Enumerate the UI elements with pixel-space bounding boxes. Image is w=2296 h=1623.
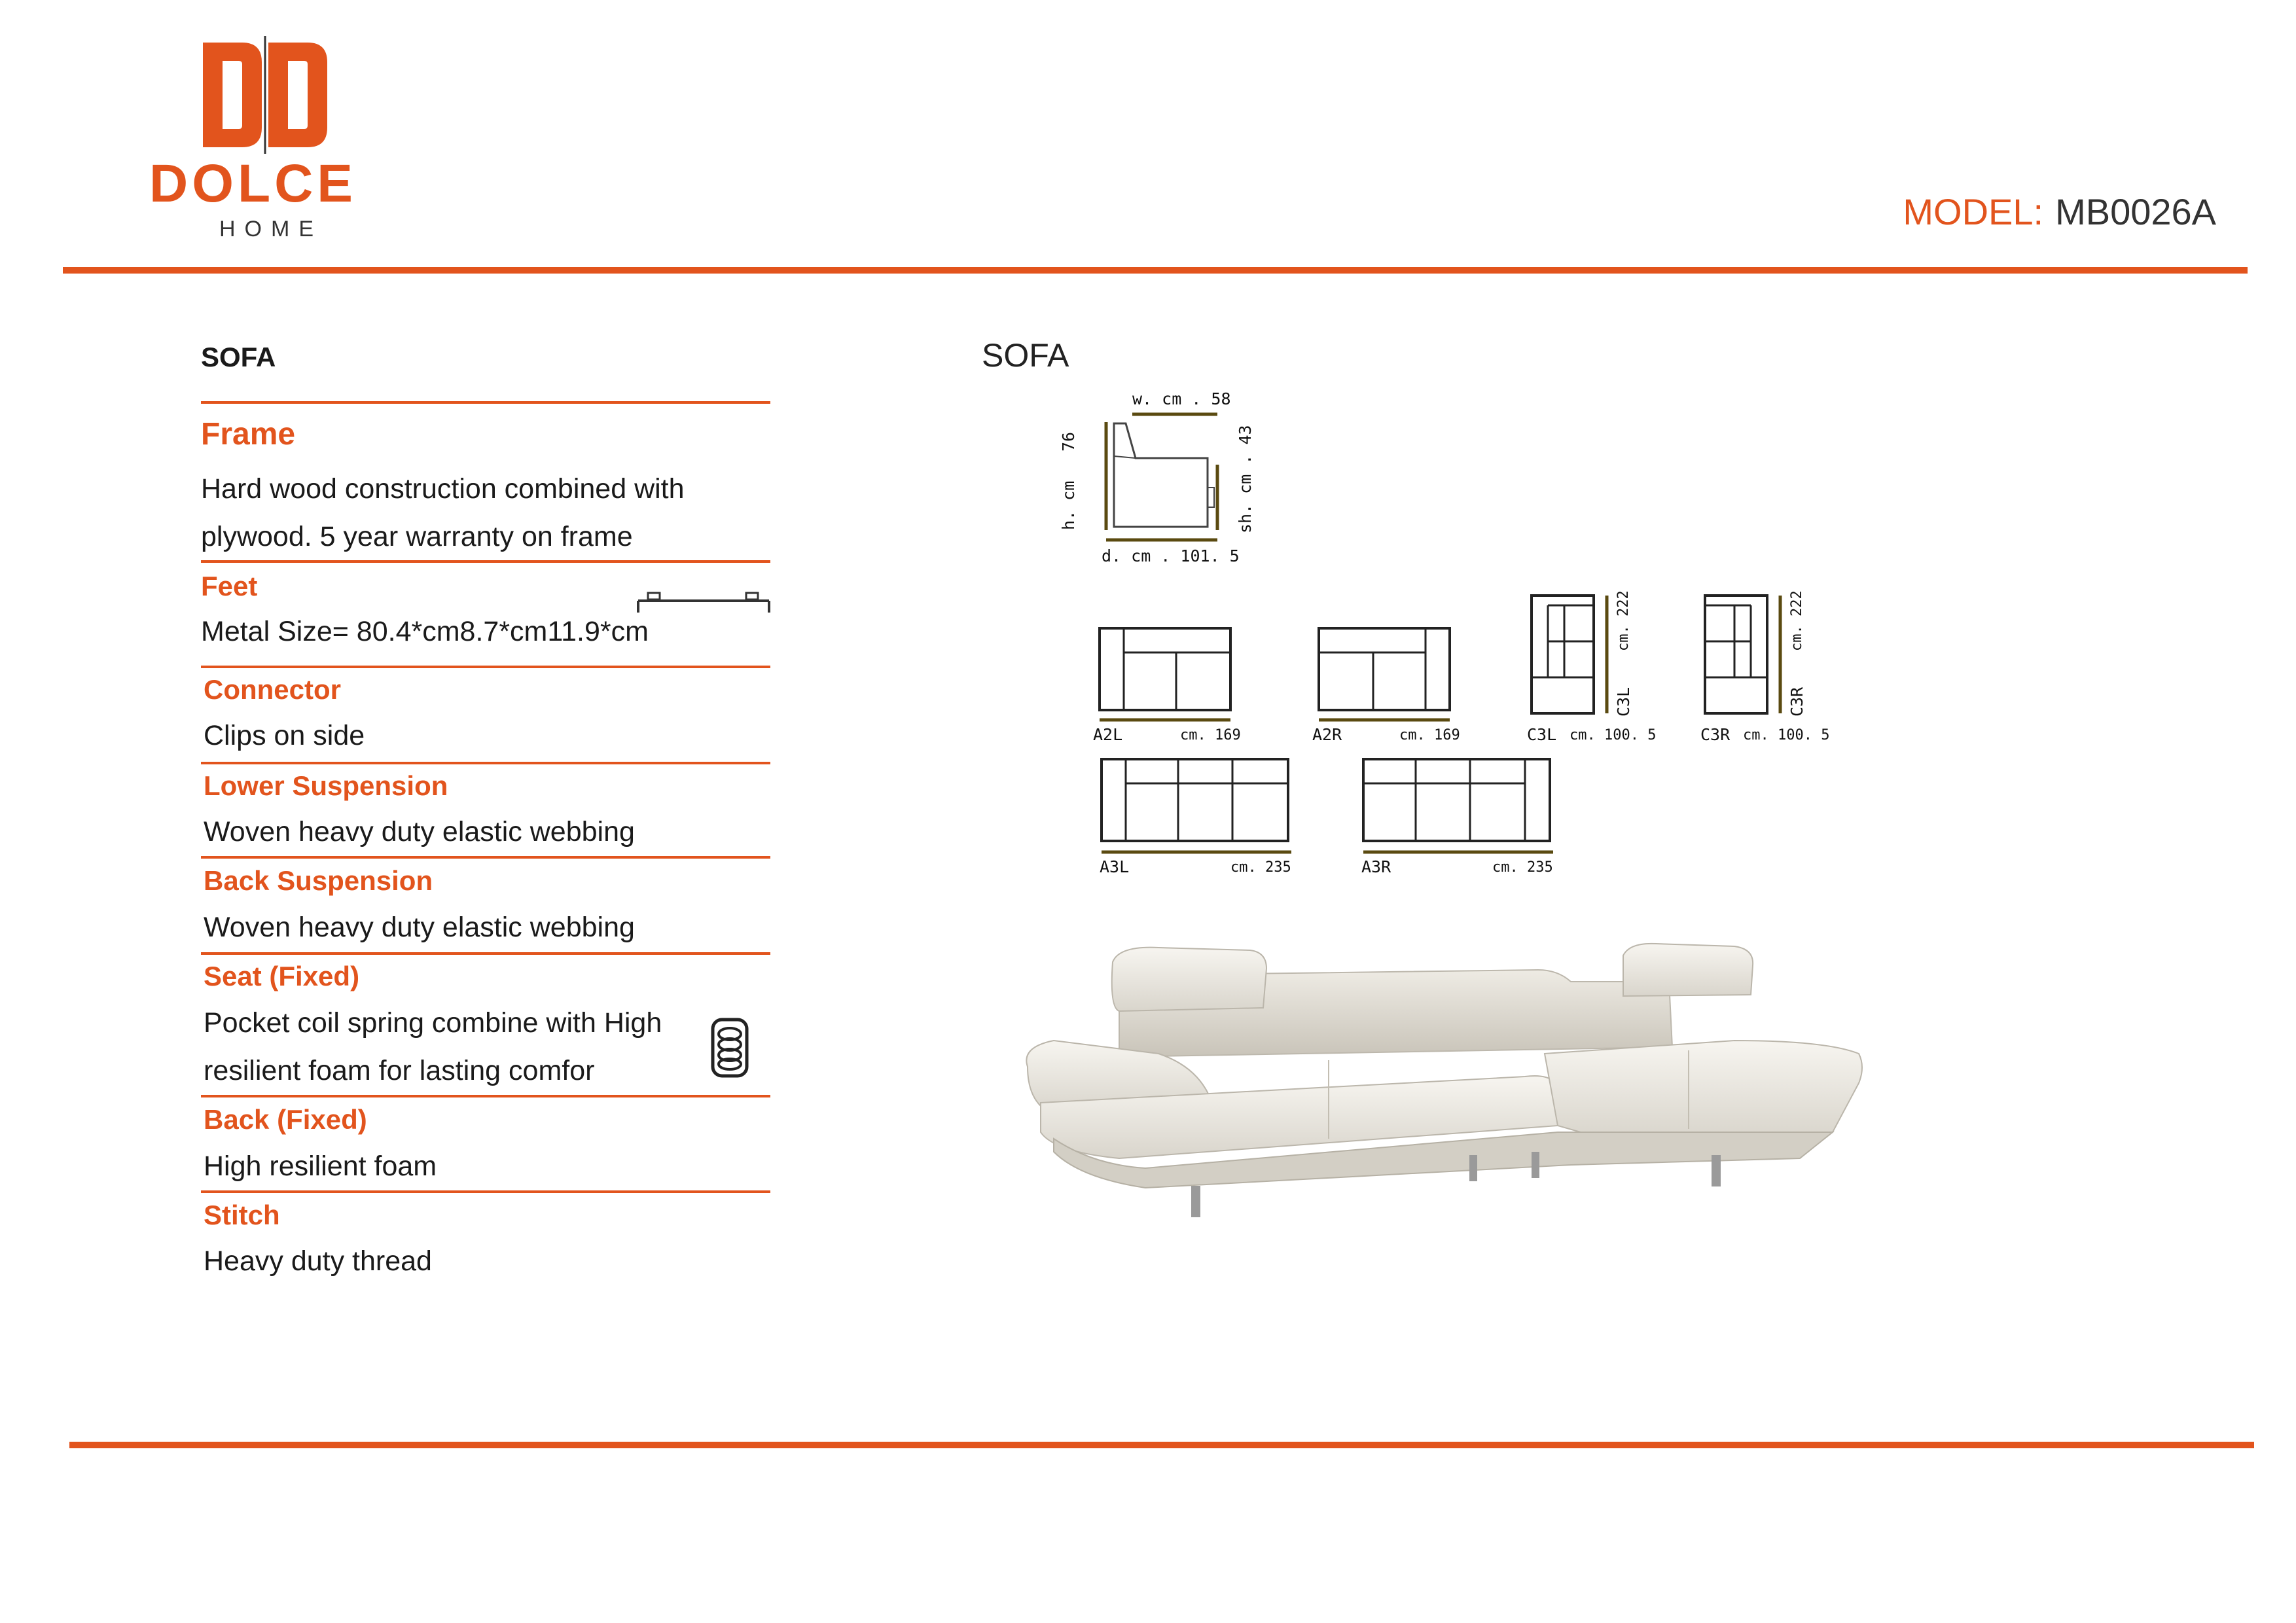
module-c3r-size: cm. 100. 5 bbox=[1743, 727, 1830, 743]
dimension-line bbox=[1319, 717, 1450, 723]
module-a2r-code: A2R bbox=[1312, 725, 1342, 744]
side-seat-height-label: sh. cm . 43 bbox=[1236, 425, 1255, 533]
divider bbox=[201, 401, 770, 404]
dimension-line bbox=[1363, 849, 1553, 855]
divider bbox=[201, 666, 770, 668]
sofa-product-image bbox=[1014, 942, 1885, 1237]
spec-heading-frame: Frame bbox=[201, 417, 296, 452]
dimension-line bbox=[1100, 717, 1230, 723]
spec-heading-back-suspension: Back Suspension bbox=[204, 865, 433, 896]
module-a2l-code: A2L bbox=[1093, 725, 1123, 744]
spec-heading-stitch: Stitch bbox=[204, 1200, 280, 1230]
module-a3l-size: cm. 235 bbox=[1230, 859, 1291, 876]
module-a3l-drawing bbox=[1098, 756, 1295, 847]
divider bbox=[201, 560, 770, 563]
module-a2r-drawing bbox=[1316, 625, 1460, 717]
module-c3l-height: cm. 222 bbox=[1615, 590, 1632, 651]
spec-heading-feet: Feet bbox=[201, 571, 258, 601]
module-c3l-code: C3L bbox=[1527, 725, 1557, 744]
side-depth-label: d. cm . 101. 5 bbox=[1102, 546, 1240, 565]
module-a3r-drawing bbox=[1360, 756, 1556, 847]
module-a3l-code: A3L bbox=[1100, 857, 1130, 876]
spec-text-connector: Clips on side bbox=[204, 720, 365, 751]
divider bbox=[201, 952, 770, 955]
divider bbox=[201, 856, 770, 859]
spec-text-feet: Metal Size= 80.4*cm8.7*cm11.9*cm bbox=[201, 616, 649, 647]
feet-icon bbox=[635, 589, 772, 615]
spec-text-stitch: Heavy duty thread bbox=[204, 1245, 432, 1277]
spec-text-frame-2: plywood. 5 year warranty on frame bbox=[201, 521, 633, 552]
module-c3l-size: cm. 100. 5 bbox=[1570, 727, 1657, 743]
spec-text-seat-1: Pocket coil spring combine with High bbox=[204, 1007, 662, 1039]
side-width-label: w. cm . 58 bbox=[1132, 389, 1231, 408]
spec-heading-connector: Connector bbox=[204, 674, 341, 705]
model-info bbox=[1903, 191, 2216, 232]
brand-subtitle: HOME bbox=[219, 217, 323, 241]
header-divider bbox=[63, 267, 2248, 274]
footer-divider bbox=[69, 1442, 2254, 1448]
module-c3r-height: cm. 222 bbox=[1789, 590, 1805, 651]
module-c3r-drawing bbox=[1702, 592, 1793, 717]
module-c3l-vertical-code: C3L bbox=[1614, 687, 1633, 717]
spec-text-seat-2: resilient foam for lasting comfor bbox=[204, 1055, 595, 1086]
spec-title: SOFA bbox=[201, 342, 276, 372]
spec-text-frame-1: Hard wood construction combined with bbox=[201, 473, 685, 505]
spec-heading-back-fixed: Back (Fixed) bbox=[204, 1104, 367, 1135]
module-a2l-size: cm. 169 bbox=[1180, 727, 1241, 743]
spec-text-back-suspension: Woven heavy duty elastic webbing bbox=[204, 912, 635, 943]
model-label: MODEL: bbox=[1903, 191, 2044, 232]
brand-name: DOLCE bbox=[149, 154, 357, 213]
module-c3l-drawing bbox=[1528, 592, 1620, 717]
spec-heading-lower-suspension: Lower Suspension bbox=[204, 770, 448, 801]
coil-spring-icon bbox=[711, 1018, 748, 1077]
spec-heading-seat: Seat (Fixed) bbox=[204, 961, 360, 991]
side-view-drawing bbox=[1086, 409, 1244, 553]
divider bbox=[201, 1095, 770, 1097]
module-a2l-drawing bbox=[1096, 625, 1240, 717]
module-a3r-size: cm. 235 bbox=[1492, 859, 1553, 876]
dolce-logo-mark bbox=[203, 36, 327, 154]
module-c3r-code: C3R bbox=[1700, 725, 1731, 744]
side-height-label: h. cm bbox=[1059, 480, 1078, 530]
module-c3r-vertical-code: C3R bbox=[1787, 687, 1806, 717]
model-number: MB0026A bbox=[2055, 191, 2216, 232]
side-height-value: 76 bbox=[1059, 431, 1078, 452]
module-a3r-code: A3R bbox=[1361, 857, 1391, 876]
spec-text-lower-suspension: Woven heavy duty elastic webbing bbox=[204, 816, 635, 847]
drawing-heading: SOFA bbox=[982, 337, 1069, 374]
module-a2r-size: cm. 169 bbox=[1399, 727, 1460, 743]
divider bbox=[201, 1190, 770, 1193]
dimension-line bbox=[1102, 849, 1291, 855]
divider bbox=[201, 762, 770, 764]
spec-text-back-fixed: High resilient foam bbox=[204, 1150, 437, 1182]
